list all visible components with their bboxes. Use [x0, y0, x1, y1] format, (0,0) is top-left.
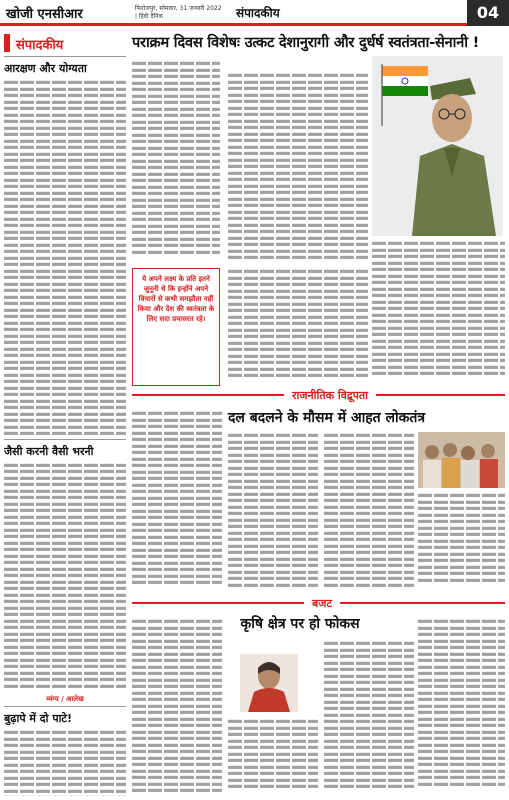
- budget-banner-label: बजट: [304, 596, 340, 611]
- netaji-portrait: [372, 56, 503, 236]
- divider: [4, 56, 126, 57]
- politics-section-banner: [132, 388, 505, 402]
- minister-photo: [240, 654, 298, 712]
- editorial-label: [4, 32, 126, 54]
- pull-quote: [132, 268, 220, 386]
- main-article-col-1: [132, 60, 220, 264]
- section-title: संपादकीय: [236, 6, 280, 20]
- budget-col-2: [228, 718, 318, 796]
- editorial-body-1: [4, 79, 126, 437]
- pull-quote-text: ये अपने लक्ष्य के प्रति इतने जुनूनी थे कि इन्होंने अपने विचारों से कभी समझौता नहीं किया और देश की स्वतंत्रता के लिए सदा प्रयासरत रहे।: [137, 275, 215, 323]
- masthead: [0, 0, 509, 26]
- left-column: [4, 30, 126, 796]
- politics-col-1: [132, 410, 222, 592]
- budget-section-banner: [132, 596, 505, 610]
- rally-photo: [418, 432, 505, 488]
- budget-col-4: [418, 618, 505, 796]
- newspaper-brand: खोजी एनसीआर: [6, 7, 83, 22]
- dateline: फिरोजपुर, सोमवार, 31 जनवरी 2022 | हिंदी दैनिक: [135, 5, 222, 20]
- main-article-col-2: [228, 72, 368, 264]
- budget-headline: कृषि क्षेत्र पर हो फोकस: [240, 616, 360, 632]
- editorial-label-text: संपादकीय: [16, 38, 64, 53]
- editorial-body-3: [4, 729, 126, 796]
- editorial-body-2: [4, 462, 126, 690]
- budget-col-1: [132, 618, 222, 796]
- page-number: 04: [467, 0, 509, 26]
- main-article-col-3: [228, 268, 368, 384]
- accent-bar: [4, 34, 10, 52]
- editorial-title-1: आरक्षण और योग्यता: [4, 62, 87, 75]
- politics-headline: दल बदलने के मौसम में आहत लोकतंत्र: [228, 410, 426, 426]
- editorial-title-3: बुढ़ापे में दो पाटे!: [4, 712, 72, 725]
- main-article-col-4: [372, 240, 505, 384]
- column-subhead: व्यंग्य / आलेख: [46, 695, 84, 703]
- divider: [4, 706, 126, 707]
- politics-col-4: [418, 492, 505, 592]
- politics-col-2: [228, 432, 318, 592]
- politics-col-3: [324, 432, 414, 592]
- divider: [4, 439, 126, 440]
- politics-banner-label: राजनीतिक विद्रूपता: [284, 388, 376, 403]
- editorial-title-2: जैसी करनी वैसी भरनी: [4, 444, 94, 458]
- main-headline: पराक्रम दिवस विशेषः उत्कट देशानुरागी और दुर्धर्ष स्वतंत्रता-सेनानी !: [132, 35, 480, 51]
- budget-col-3: [324, 640, 414, 796]
